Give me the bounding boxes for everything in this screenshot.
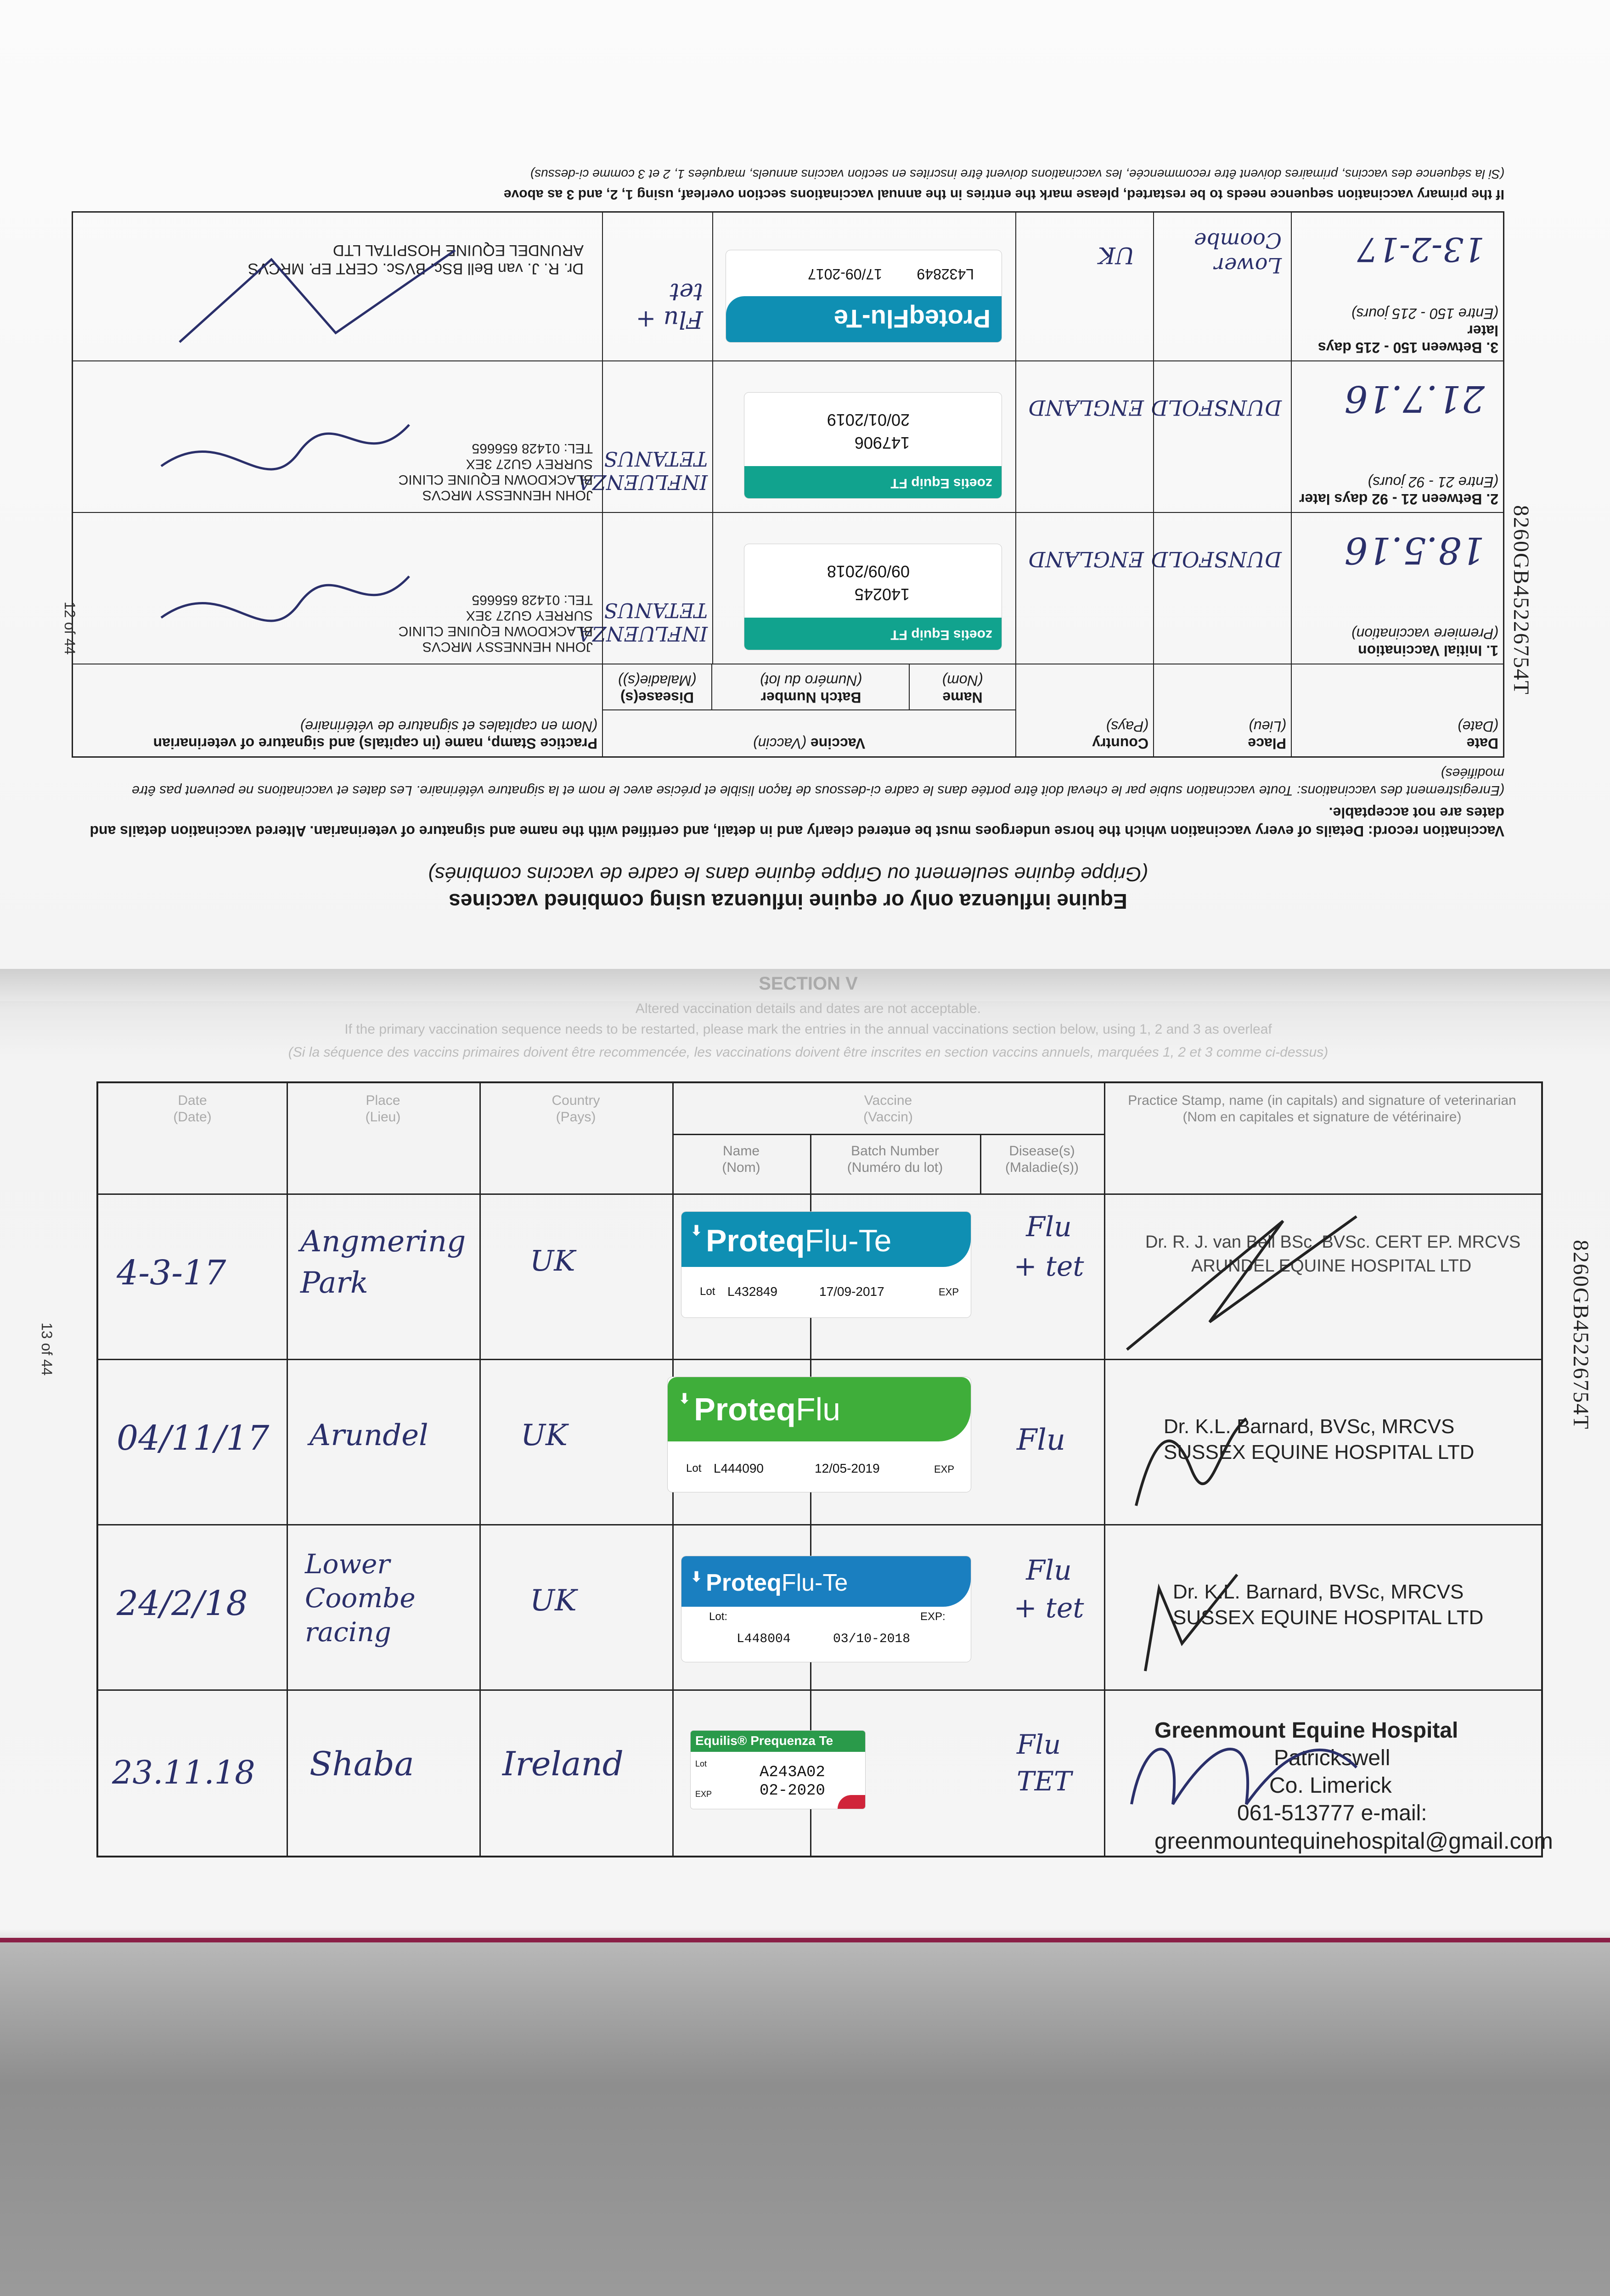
place-value: Angmering Park bbox=[300, 1225, 466, 1300]
annual-vaccination-table bbox=[96, 1081, 1553, 1857]
faded-note-2: If the primary vaccination sequence needs to be restarted, please mark the entries in the annual vaccinations section below, using 1, 2 and 3 as overleaf bbox=[344, 1022, 1272, 1037]
batch-number: L432849 bbox=[727, 1284, 778, 1299]
header-date: Date (Date) bbox=[173, 1093, 212, 1125]
signature bbox=[143, 232, 464, 351]
date-value: 4-3-17 bbox=[117, 1253, 226, 1293]
expiry-date: 17/09-2017 bbox=[819, 1284, 884, 1299]
arrow-icon: ⬇ bbox=[691, 1570, 703, 1585]
place-value: Lower Coombe racing bbox=[305, 1548, 416, 1648]
faded-note-1: Altered vaccination details and dates are not acceptable. bbox=[635, 1001, 981, 1016]
stage-label-fr: (Entre 150 - 215 jours) bbox=[1351, 305, 1498, 322]
brand-text: zoetis bbox=[953, 627, 992, 642]
page-12-subtitle: (Grippe équine seulement ou Grippe équine dans le cadre de vaccins combinés) bbox=[428, 863, 1148, 885]
exp-label: EXP bbox=[939, 1286, 959, 1298]
header-practice: Practice Stamp, name (in capitals) and signature of veterinarian (Nom en capitales et signature de vétérinaire) bbox=[1128, 1093, 1516, 1125]
batch-number: 147906 bbox=[854, 433, 910, 452]
lot-prefix: Lot: bbox=[709, 1610, 728, 1623]
faded-note-3: (Si la séquence des vaccins primaires doivent être recommencée, les vaccinations doivent être inscrites en section vaccins annuels, marquées 1, 2 et 3 comme ci-dessus) bbox=[288, 1045, 1329, 1060]
vaccine-label bbox=[744, 544, 1002, 650]
header-country: Country (Pays) bbox=[552, 1093, 600, 1125]
table-row bbox=[73, 360, 1503, 513]
practice-stamp: Dr. K.L. Barnard, BVSc, MRCVS SUSSEX EQUINE HOSPITAL LTD bbox=[1173, 1581, 1484, 1629]
country-value: ENGLAND bbox=[1028, 395, 1144, 420]
date-value: 04/11/17 bbox=[117, 1418, 270, 1458]
label-band bbox=[681, 1556, 971, 1607]
batch-number: A243A02 bbox=[760, 1764, 825, 1781]
stage-label: 3. Between 150 - 215 days later bbox=[1317, 322, 1498, 356]
expiry-date: 20/01/2019 bbox=[827, 411, 910, 429]
expiry-date: 17/09-2017 bbox=[808, 266, 882, 282]
country-value: UK bbox=[521, 1418, 568, 1452]
restart-note-fr: (Si la séquence des vaccins, primaires doivent être recommencée, les vaccinations doivent être inscrites en section vaccins annuels, marquées 1, 2 et 3 comme ci-dessus) bbox=[530, 167, 1504, 181]
expiry-date: 12/05-2019 bbox=[815, 1461, 880, 1475]
date-value: 24/2/18 bbox=[117, 1584, 248, 1623]
place-value: DUNSFOLD bbox=[1151, 547, 1282, 572]
vaccination-record-note-fr: (Enregistrement des vaccinations: Toute vaccination subie par le cheval doit être portée dans le cadre ci-dessous de façon lisible et précise avec le nom et la signature vétérinaire. Les dates et vaccinations ne peuvent pas être modifiées) bbox=[132, 765, 1504, 798]
vaccine-label bbox=[681, 1212, 971, 1317]
expiry-date: 03/10-2018 bbox=[833, 1632, 911, 1646]
product-name: Equip FT bbox=[890, 627, 950, 642]
arrow-icon: ⬇ bbox=[679, 1391, 691, 1407]
product-name: Equip FT bbox=[890, 476, 950, 491]
country-value: UK bbox=[1098, 242, 1135, 269]
header-batch: Batch Number (Numéro du lot) bbox=[847, 1143, 943, 1175]
practice-stamp: JOHN HENNESSY MRCVS BLACKDOWN EQUINE CLINIC SURREY GU27 3EX TEL: 01428 656665 bbox=[398, 441, 593, 503]
expiry-date: 02-2020 bbox=[760, 1782, 825, 1800]
label-corner bbox=[838, 1795, 865, 1809]
passport-id-bottom: 8260GB45226754T bbox=[1569, 1240, 1593, 1430]
signature bbox=[1118, 1203, 1375, 1359]
header-name: Name (Nom) bbox=[942, 672, 983, 706]
lot-prefix: Lot bbox=[686, 1462, 702, 1474]
primary-vaccination-table bbox=[72, 211, 1504, 758]
page-12 bbox=[0, 0, 1610, 969]
place-value: DUNSFOLD bbox=[1151, 395, 1282, 420]
country-value: ENGLAND bbox=[1028, 547, 1144, 572]
disease-value: Flu TET bbox=[1017, 1729, 1072, 1797]
product-name: Flu bbox=[795, 1391, 841, 1427]
place-value: Shaba bbox=[310, 1745, 414, 1783]
vaccine-label bbox=[691, 1731, 865, 1809]
vaccination-record-note: Vaccination record: Details of every vaccination which the horse undergoes must be entered clearly and in detail, and certified with the name and signature of veterinarian. Altered vaccination details and dates are not acceptable. bbox=[90, 805, 1504, 839]
place-value: Lower Coombe bbox=[1194, 228, 1282, 278]
country-value: UK bbox=[530, 1584, 577, 1618]
signature bbox=[1118, 1712, 1375, 1841]
signature bbox=[1118, 1561, 1255, 1680]
practice-stamp: Dr. K.L. Barnard, BVSc, MRCVS SUSSEX EQUINE HOSPITAL LTD bbox=[1164, 1415, 1475, 1463]
stage-label: 1. Initial Vaccination bbox=[1358, 642, 1498, 659]
passport-id-top: 8260GB45226754T bbox=[1509, 505, 1533, 695]
signature bbox=[1118, 1405, 1255, 1515]
stage-label-fr: (Entre 21 - 92 jours) bbox=[1368, 474, 1498, 490]
page-12-title: Equine influenza only or equine influenza using combined vaccines bbox=[449, 889, 1127, 913]
header-vaccine: Vaccine (Vaccin) bbox=[863, 1093, 913, 1125]
page-12-content bbox=[72, 87, 1504, 914]
batch-number: L444090 bbox=[714, 1461, 764, 1475]
disease-value: Flu + tet bbox=[1013, 1554, 1084, 1624]
practice-stamp: JOHN HENNESSY MRCVS BLACKDOWN EQUINE CLINIC SURREY GU27 3EX TEL: 01428 656665 bbox=[398, 592, 593, 654]
stage-label-fr: (Premiere vaccination) bbox=[1351, 625, 1498, 642]
batch-number: L448004 bbox=[737, 1632, 791, 1646]
country-value: UK bbox=[530, 1244, 575, 1277]
brand-text: Proteq bbox=[706, 1570, 782, 1596]
page-number-12: 12 of 44 bbox=[62, 602, 78, 655]
signature bbox=[143, 393, 418, 494]
brand-text: Proteq bbox=[706, 1223, 805, 1258]
vaccine-label bbox=[744, 393, 1002, 498]
date-value: 21.7.16 bbox=[1344, 377, 1485, 420]
disease-value: Flu + tet bbox=[636, 278, 703, 333]
date-value: 18.5.16 bbox=[1344, 529, 1485, 572]
page-number-13: 13 of 44 bbox=[39, 1322, 55, 1376]
label-band bbox=[691, 1731, 865, 1752]
stage-label: 2. Between 21 - 92 days later bbox=[1299, 491, 1498, 507]
restart-note: If the primary vaccination sequence needs to be restarted, please mark the entries in the annual vaccinations section overleaf, using 1, 2, and 3 as above bbox=[503, 187, 1504, 202]
header-place: Place (Lieu) bbox=[1154, 664, 1292, 756]
header-place: Place (Lieu) bbox=[365, 1093, 401, 1125]
brand-text: Proteq bbox=[694, 1391, 796, 1427]
practice-stamp: Dr. R. J. van Bell BSc. BVSc. CERT EP. MRCVS ARUNDEL EQUINE HOSPITAL LTD bbox=[248, 242, 584, 277]
exp-label: EXP: bbox=[920, 1610, 946, 1623]
section-heading: SECTION V bbox=[759, 974, 858, 994]
practice-stamp: Greenmount Equine Hospital Patrickswell Co. Limerick 061-513777 e-mail: greenmountequinehospital@gmail.com bbox=[1154, 1718, 1553, 1854]
header-practice: Practice Stamp, name (in capitals) and signature of veterinarian (Nom en capitales et signature de vétérinaire) bbox=[73, 664, 603, 756]
expiry-date: 09/09/2018 bbox=[827, 562, 910, 581]
header-country: Country (Pays) bbox=[1016, 664, 1154, 756]
lot-prefix: Lot bbox=[700, 1285, 715, 1298]
vaccine-label bbox=[681, 1556, 971, 1662]
place-value: Arundel bbox=[310, 1418, 428, 1452]
header-vaccine: Vaccine (Vaccin) Name (Nom) Batch Number (Numéro du lot) Disease(s) (Maladie(s)) bbox=[603, 664, 1016, 756]
table-header bbox=[73, 664, 1503, 756]
batch-number: 140245 bbox=[854, 585, 910, 604]
date-value: 23.11.18 bbox=[112, 1754, 255, 1791]
header-disease: Disease(s) (Maladie(s)) bbox=[1005, 1143, 1079, 1175]
exp-label: EXP bbox=[934, 1463, 955, 1475]
scanner-background bbox=[0, 1942, 1610, 2296]
product-name: Flu-Te bbox=[781, 1570, 848, 1596]
brand-text: Equilis® bbox=[695, 1733, 747, 1748]
practice-stamp: Dr. R. J. van Bell BSc. BVSc. CERT EP. MRCVS ARUNDEL EQUINE HOSPITAL LTD bbox=[1145, 1232, 1521, 1276]
label-band bbox=[668, 1377, 971, 1441]
disease-value: Flu bbox=[1017, 1423, 1066, 1457]
product-name: ProteqFlu-Te bbox=[726, 296, 1002, 342]
lot-prefix: Lot bbox=[695, 1759, 707, 1768]
table-row bbox=[73, 212, 1503, 361]
country-value: Ireland bbox=[502, 1745, 624, 1783]
header-batch: Batch Number (Numéro du lot) bbox=[760, 672, 862, 706]
arrow-icon: ⬇ bbox=[691, 1223, 703, 1238]
header-name: Name (Nom) bbox=[722, 1143, 760, 1175]
header-date: Date (Date) bbox=[1458, 718, 1498, 752]
disease-value: INFLUENZA TETANUS bbox=[577, 447, 708, 494]
brand-text: zoetis bbox=[953, 476, 992, 491]
batch-number: L432849 bbox=[917, 266, 974, 282]
header-disease: Disease(s) (Maladie(s)) bbox=[618, 672, 697, 706]
vaccine-label bbox=[668, 1377, 971, 1492]
date-value: 13-2-17 bbox=[1357, 230, 1485, 269]
table-row bbox=[73, 512, 1503, 664]
label-band bbox=[681, 1212, 971, 1267]
signature bbox=[143, 544, 418, 645]
exp-label: EXP bbox=[695, 1790, 712, 1799]
vaccine-label bbox=[726, 250, 1002, 342]
product-name: Flu-Te bbox=[805, 1223, 892, 1258]
disease-value: Flu + tet bbox=[1013, 1211, 1084, 1283]
disease-value: INFLUENZA TETANUS bbox=[577, 598, 708, 645]
product-name: Prequenza Te bbox=[750, 1733, 833, 1748]
